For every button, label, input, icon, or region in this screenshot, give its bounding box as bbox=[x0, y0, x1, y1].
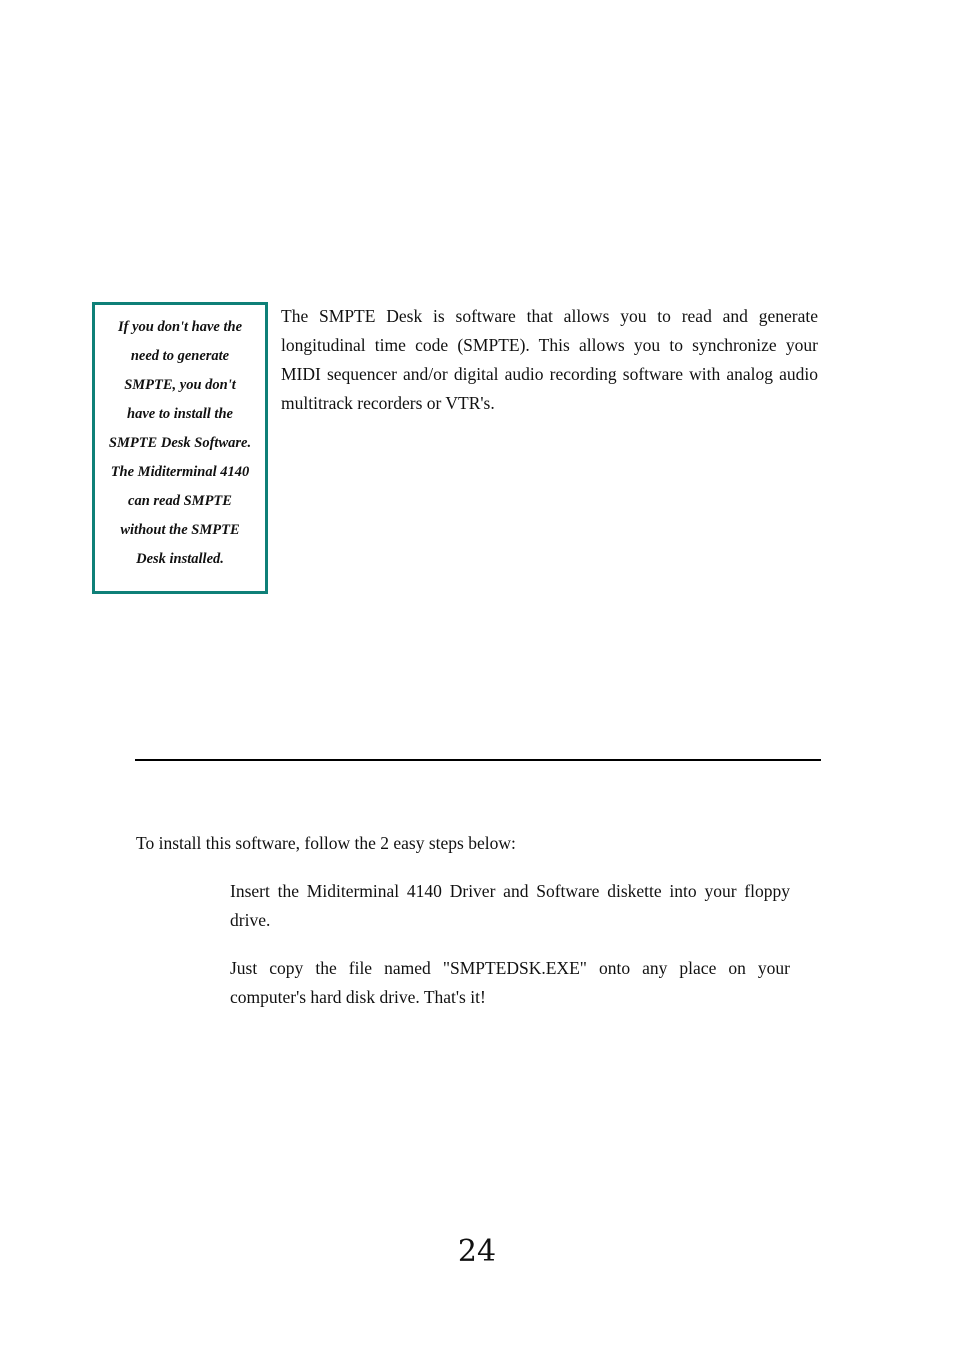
sidebar-note-text: If you don't have the need to generate SMPTE, you don't have to install the SMPTE Desk Software. The Miditerminal 4140 can read SMPTE without the SMPTE Desk installed. bbox=[108, 319, 252, 567]
intro-paragraph: The SMPTE Desk is software that allows you to read and generate longitudinal time code (SMPTE). This allows you to synchronize your MIDI sequencer and/or digital audio recording software with analog audio multitrack recorders or VTR's. bbox=[281, 306, 818, 413]
install-intro: To install this software, follow the 2 easy steps below: bbox=[136, 833, 516, 853]
install-step-2: Just copy the file named "SMPTEDSK.EXE" onto any place on your computer's hard disk drive. That's it! bbox=[230, 958, 790, 1007]
page-number: 24 bbox=[457, 1234, 497, 1269]
sidebar-note-box bbox=[92, 302, 268, 594]
section-divider bbox=[135, 759, 821, 761]
install-step-1: Insert the Miditerminal 4140 Driver and Software diskette into your floppy drive. bbox=[230, 881, 790, 930]
